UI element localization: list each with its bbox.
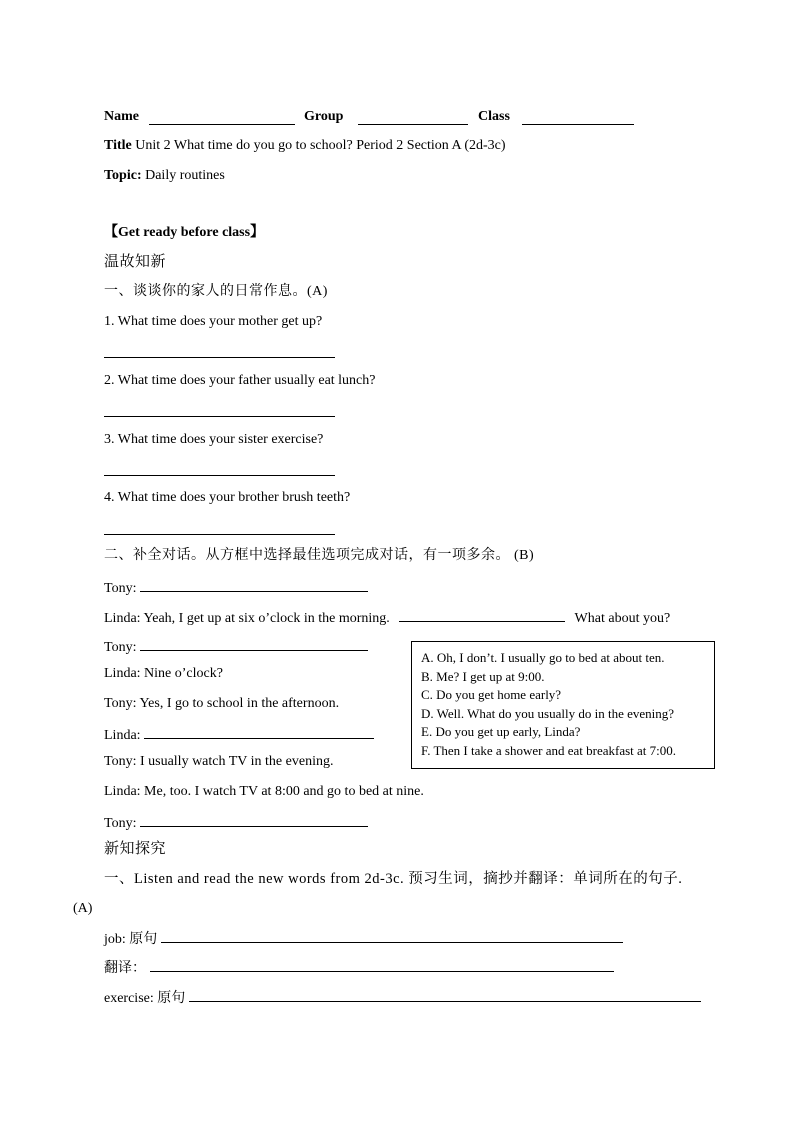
speaker: Tony:	[104, 754, 137, 769]
option-item: D. Well. What do you usually do in the evening?	[421, 705, 675, 721]
dialogue-line	[104, 636, 368, 657]
answer-line-1[interactable]	[104, 357, 335, 358]
option-item: A. Oh, I don’t. I usually go to bed at about ten.	[421, 650, 665, 665]
part1-title: 一、谈谈你的家人的日常作息。(A)	[104, 284, 328, 299]
new-knowledge-level: (A)	[73, 901, 93, 916]
name-field[interactable]	[149, 124, 295, 125]
get-ready-heading: 【Get ready before class】	[104, 225, 265, 240]
translate-field[interactable]	[150, 957, 614, 972]
option-item: C. Do you get home early?	[421, 687, 562, 702]
dialogue-text: Yeah, I get up at six o’clock in the morning.	[143, 611, 390, 626]
part2-title: 二、补全对话。从方框中选择最佳选项完成对话，有一项多余。 (B)	[104, 548, 535, 563]
topic-label: Topic:	[104, 168, 142, 183]
topic-text: Daily routines	[145, 168, 225, 183]
name-label: Name	[104, 109, 139, 124]
answer-line-3[interactable]	[104, 475, 335, 476]
dialogue-line	[104, 607, 670, 628]
dialogue-blank[interactable]	[140, 812, 368, 827]
class-field[interactable]	[522, 124, 634, 125]
answer-line-2[interactable]	[104, 416, 335, 417]
dialogue-text-after: What about you?	[574, 611, 671, 626]
dialogue-blank[interactable]	[144, 724, 374, 739]
dialogue-line	[104, 665, 223, 683]
speaker: Tony:	[104, 640, 137, 655]
speaker: Tony:	[104, 581, 137, 596]
dialogue-line	[104, 753, 333, 771]
answer-line-4[interactable]	[104, 534, 335, 535]
job-line	[104, 928, 623, 949]
dialogue-text: Yes, I go to school in the afternoon.	[139, 696, 340, 711]
new-knowledge-heading: 新知探究	[104, 841, 167, 857]
dialogue-line	[104, 695, 339, 713]
review-heading: 温故知新	[104, 254, 167, 270]
title-line	[104, 137, 506, 155]
dialogue-text: Me, too. I watch TV at 8:00 and go to bed at nine.	[144, 784, 424, 799]
question-3: 3. What time does your sister exercise?	[104, 432, 324, 447]
option-item: F. Then I take a shower and eat breakfast at 7:00.	[421, 742, 677, 758]
group-label: Group	[304, 109, 344, 124]
topic-line	[104, 167, 225, 185]
speaker: Linda:	[104, 784, 141, 799]
dialogue-line	[104, 783, 424, 801]
group-field[interactable]	[358, 124, 468, 125]
speaker: Linda:	[104, 728, 141, 743]
translate-line	[104, 957, 614, 978]
dialogue-text: I usually watch TV in the evening.	[139, 754, 334, 769]
options-box	[411, 641, 715, 769]
dialogue-blank[interactable]	[140, 577, 368, 592]
dialogue-line	[104, 724, 374, 745]
exercise-sentence-field[interactable]	[189, 987, 701, 1002]
translate-label: 翻译：	[104, 961, 146, 976]
new-knowledge-part1-title: 一、Listen and read the new words from 2d-3c. 预习生词，摘抄并翻译：单词所在的句子.	[104, 871, 683, 887]
dialogue-line	[104, 812, 368, 833]
question-2: 2. What time does your father usually eat lunch?	[104, 373, 376, 388]
speaker: Tony:	[104, 696, 137, 711]
question-4: 4. What time does your brother brush teeth?	[104, 490, 351, 505]
speaker: Linda:	[104, 611, 141, 626]
speaker: Tony:	[104, 816, 137, 831]
class-label: Class	[478, 109, 510, 124]
exercise-label: exercise: 原句	[104, 991, 186, 1006]
option-item: E. Do you get up early, Linda?	[421, 724, 581, 739]
dialogue-text: Nine o’clock?	[144, 666, 223, 681]
title-label: Title	[104, 138, 132, 153]
speaker: Linda:	[104, 666, 141, 681]
title-text: Unit 2 What time do you go to school? Period 2 Section A (2d-3c)	[135, 138, 506, 153]
dialogue-blank[interactable]	[399, 607, 565, 622]
question-1: 1. What time does your mother get up?	[104, 314, 323, 329]
job-label: job: 原句	[104, 932, 158, 947]
dialogue-line	[104, 577, 368, 598]
exercise-line	[104, 987, 701, 1008]
dialogue-blank[interactable]	[140, 636, 368, 651]
job-sentence-field[interactable]	[161, 928, 623, 943]
option-item: B. Me? I get up at 9:00.	[421, 668, 545, 684]
